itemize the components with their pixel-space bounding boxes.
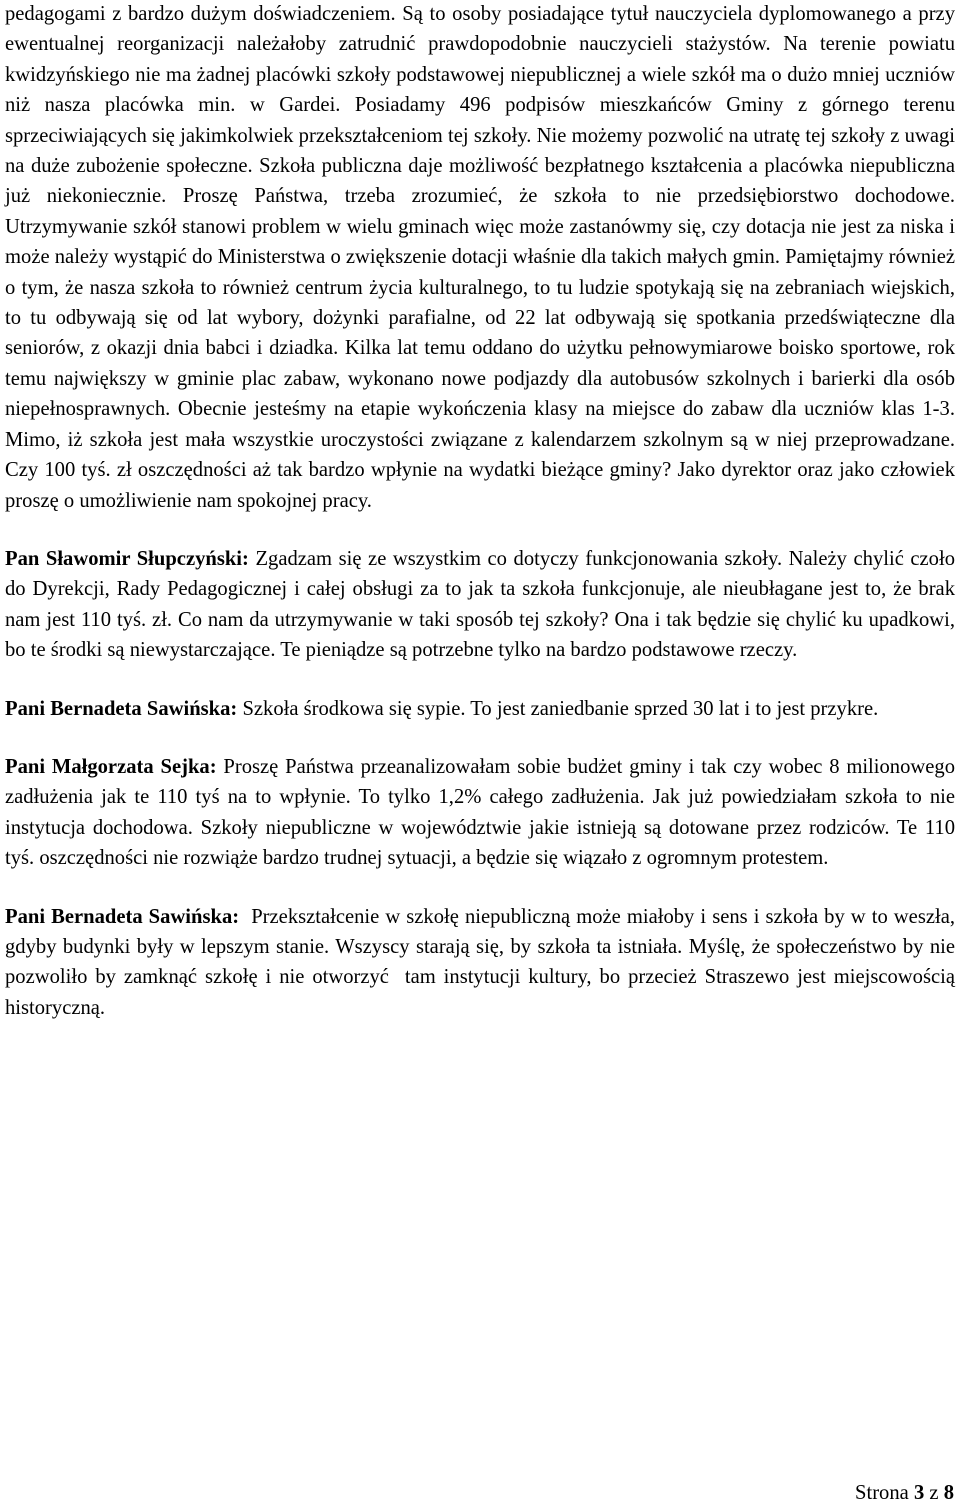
speaker-name: Pani Bernadeta Sawińska: xyxy=(5,697,238,720)
paragraph-spacer xyxy=(5,724,955,752)
paragraph-sejka xyxy=(5,752,955,874)
paragraph-text: Przekształcenie w szkołę niepubliczną może miałoby i sens i szkoła by w to weszła, gdyby budynki były w lepszym stanie. Wszyscy starają się, by szkoła ta istniała. Myślę, że społeczeństwo by nie pozwoliło by zamknąć szkołę i nie otworzyć tam instytucji kultury, bo przecież Straszewo jest miejscowością historyczną. xyxy=(5,905,960,1019)
speaker-name: Pani Bernadeta Sawińska: xyxy=(5,905,240,928)
speaker-name: Pan Sławomir Słupczyński: xyxy=(5,547,249,570)
paragraph-spacer xyxy=(5,516,955,544)
footer-separator: z xyxy=(929,1482,939,1504)
paragraph-text: Zgadzam się ze wszystkim co dotyczy funkcjonowania szkoły. Należy chylić czoło do Dyrekcji, Rady Pedagogicznej i całej obsługi za to jak ta szkoła funkcjonuje, ale nieubłagane jest to, że brak nam jest 110 tyś. zł. Co nam da utrzymywanie w taki sposób tej szkoły? Ona i tak będzie się chylić ku upadkowi, bo te środki są niewystarczające. Te pieniądze są potrzebne tylko na bardzo podstawowe rzeczy. xyxy=(5,547,955,662)
footer-label: Strona xyxy=(855,1482,909,1504)
paragraph-slupczynski xyxy=(5,544,955,666)
page-number-footer xyxy=(855,1480,954,1506)
paragraph-text: Proszę Państwa przeanalizowałam sobie budżet gminy i tak czy wobec 8 milionowego zadłużenia jak te 110 tyś na to wpłynie. To tylko 1,2% całego zadłużenia. Jak już powiedziałam szkoła to nie instytucja dochodowa. Szkoły niepubliczne w województwie jakie istnieją są dotowane przez rodziców. Te 110 tyś. oszczędności nie rozwiąże bardzo trudnej sytuacji, a będzie się wiązało z ogromnym protestem. xyxy=(5,755,955,870)
paragraph-text: pedagogami z bardzo dużym doświadczeniem. Są to osoby posiadające tytuł nauczyciela dyplomowanego a przy ewentualnej reorganizacji należałoby zatrudnić prawdopodobnie nauczycieli stażystów. Na terenie powiatu kwidzyńskiego nie ma żadnej placówki szkoły podstawowej niepublicznej a wiele szkół ma o dużo mniej uczniów niż nasza placówka min. w Gardei. Posiadamy 496 podpisów mieszkańców Gminy z górnego terenu sprzeciwiających się jakimkolwiek przekształceniom tej szkoły. Nie możemy pozwolić na utratę tej szkoły z uwagi na duże zubożenie społeczne. Szkoła publiczna daje możliwość bezpłatnego kształcenia a placówka niepubliczna już niekoniecznie. Proszę Państwa, trzeba zrozumieć, że szkoła to nie przedsiębiorstwo dochodowe. Utrzymywanie szkół stanowi problem w wielu gminach więc może zastanówmy się, czy dotacja nie jest za niska i może należy wystąpić do Ministerstwa o zwiększenie dotacji właśnie dla takich małych gmin. Pamiętajmy również o tym, że nasza szkoła to również centrum życia kulturalnego, to tu ludzie spotykają się na zebraniach wiejskich, to tu odbywają się od lat wybory, dożynki parafialne, od 22 lat odbywają się spotkania przedświąteczne dla seniorów, z okazji dnia babci i dziadka. Kilka lat temu oddano do użytku pełnowymiarowe boisko sportowe, rok temu największy w gminie plac zabaw, wykonano nowe podjazdy dla autobusów szkolnych i barierki dla osób niepełnosprawnych. Obecnie jesteśmy na etapie wykończenia klasy na miejsce do zabaw dla uczniów klas 1-3. Mimo, iż szkoła jest mała wszystkie uroczystości związane z kalendarzem szkolnym są w niej przeprowadzane. Czy 100 tyś. zł oszczędności aż tak bardzo wpłynie na wydatki bieżące gminy? Jako dyrektor oraz jako człowiek proszę o umożliwienie nam spokojnej pracy. xyxy=(5,3,955,512)
paragraph-text: Szkoła środkowa się sypie. To jest zaniedbanie sprzed 30 lat i to jest przykre. xyxy=(237,697,879,720)
speaker-name: Pani Małgorzata Sejka: xyxy=(5,755,217,778)
paragraph-sawinska-1 xyxy=(5,694,955,724)
paragraph-sawinska-2 xyxy=(5,902,960,1024)
footer-current-page: 3 xyxy=(913,1482,925,1504)
paragraph-principal-statement xyxy=(5,0,955,516)
paragraph-spacer xyxy=(5,666,955,694)
document-page xyxy=(5,0,960,1023)
footer-total-pages: 8 xyxy=(943,1482,954,1504)
paragraph-spacer xyxy=(5,874,955,902)
